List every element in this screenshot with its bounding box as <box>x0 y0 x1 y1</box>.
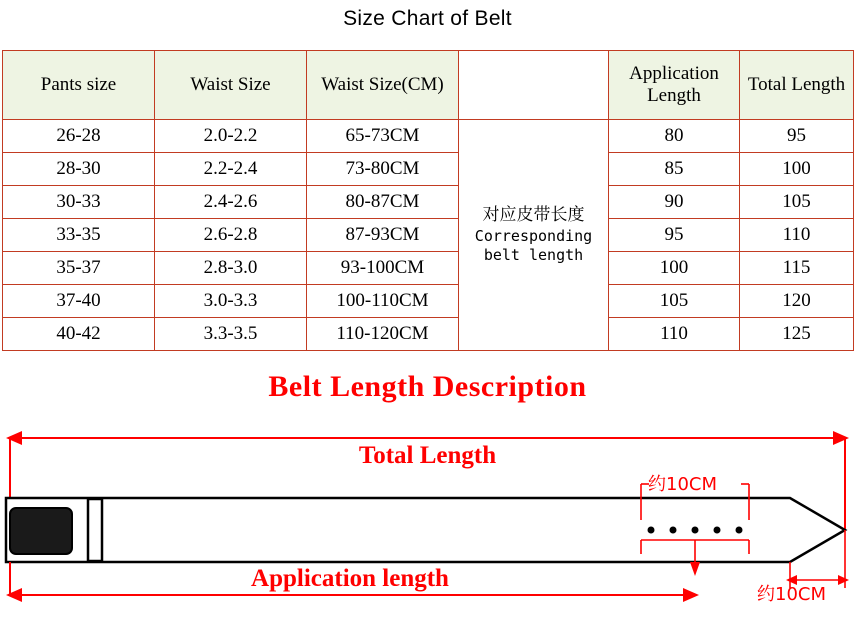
cell-application-length: 105 <box>609 285 740 318</box>
page-title: Size Chart of Belt <box>343 7 512 30</box>
size-chart-table <box>2 50 854 351</box>
cell-waist-size: 2.4-2.6 <box>155 186 307 219</box>
corresponding-belt-length-english-1: Corresponding <box>474 226 593 245</box>
cell-pants-size: 26-28 <box>3 120 155 153</box>
table-row <box>3 285 854 318</box>
column-header-total-length: Total Length <box>740 51 854 120</box>
column-header-pants-size: Pants size <box>3 51 155 120</box>
cell-total-length: 95 <box>740 120 854 153</box>
cell-total-length: 120 <box>740 285 854 318</box>
cell-waist-size: 3.0-3.3 <box>155 285 307 318</box>
cell-pants-size: 40-42 <box>3 318 155 351</box>
application-length-label: Application length <box>251 565 449 592</box>
cell-total-length: 100 <box>740 153 854 186</box>
total-length-label: Total Length <box>358 442 497 469</box>
cell-pants-size: 30-33 <box>3 186 155 219</box>
cell-waist-size-cm: 87-93CM <box>307 219 459 252</box>
corresponding-belt-length-chinese: 对应皮带长度 <box>482 205 585 226</box>
cell-waist-size-cm: 93-100CM <box>307 252 459 285</box>
cell-waist-size: 2.6-2.8 <box>155 219 307 252</box>
column-header-application-length <box>609 51 740 120</box>
cell-waist-size-cm: 110-120CM <box>307 318 459 351</box>
cell-total-length: 115 <box>740 252 854 285</box>
belt-diagram <box>0 420 855 616</box>
cell-corresponding-belt-length <box>459 120 609 351</box>
cell-application-length: 80 <box>609 120 740 153</box>
cell-application-length: 100 <box>609 252 740 285</box>
cell-waist-size-cm: 65-73CM <box>307 120 459 153</box>
cell-application-length: 95 <box>609 219 740 252</box>
cell-pants-size: 37-40 <box>3 285 155 318</box>
table-row <box>3 120 854 153</box>
cell-waist-size-cm: 100-110CM <box>307 285 459 318</box>
column-header-waist-size: Waist Size <box>155 51 307 120</box>
cell-pants-size: 28-30 <box>3 153 155 186</box>
cell-total-length: 125 <box>740 318 854 351</box>
application-length-text: Application Length <box>629 63 719 106</box>
cell-application-length: 110 <box>609 318 740 351</box>
cell-pants-size: 35-37 <box>3 252 155 285</box>
cell-waist-size-cm: 73-80CM <box>307 153 459 186</box>
cell-waist-size: 2.8-3.0 <box>155 252 307 285</box>
belt-buckle <box>10 508 72 554</box>
belt-keeper-loop <box>88 499 102 561</box>
size-chart-table-wrapper <box>2 50 853 351</box>
table-row <box>3 219 854 252</box>
belt-length-description-heading: Belt Length Description <box>268 370 587 403</box>
table-row <box>3 186 854 219</box>
table-header-row <box>3 51 854 120</box>
corresponding-belt-length-english-2: belt length <box>483 246 584 265</box>
tip-length-label: 约10CM <box>757 584 827 605</box>
cell-waist-size: 2.2-2.4 <box>155 153 307 186</box>
cell-application-length: 90 <box>609 186 740 219</box>
cell-total-length: 110 <box>740 219 854 252</box>
cell-total-length: 105 <box>740 186 854 219</box>
table-row <box>3 252 854 285</box>
cell-waist-size: 3.3-3.5 <box>155 318 307 351</box>
cell-waist-size-cm: 80-87CM <box>307 186 459 219</box>
cell-application-length: 85 <box>609 153 740 186</box>
column-header-waist-size-cm: Waist Size(CM) <box>307 51 459 120</box>
cell-pants-size: 33-35 <box>3 219 155 252</box>
hole-span-label: 约10CM <box>648 474 718 495</box>
cell-waist-size: 2.0-2.2 <box>155 120 307 153</box>
column-header-blank <box>459 51 609 120</box>
table-row <box>3 318 854 351</box>
table-row <box>3 153 854 186</box>
